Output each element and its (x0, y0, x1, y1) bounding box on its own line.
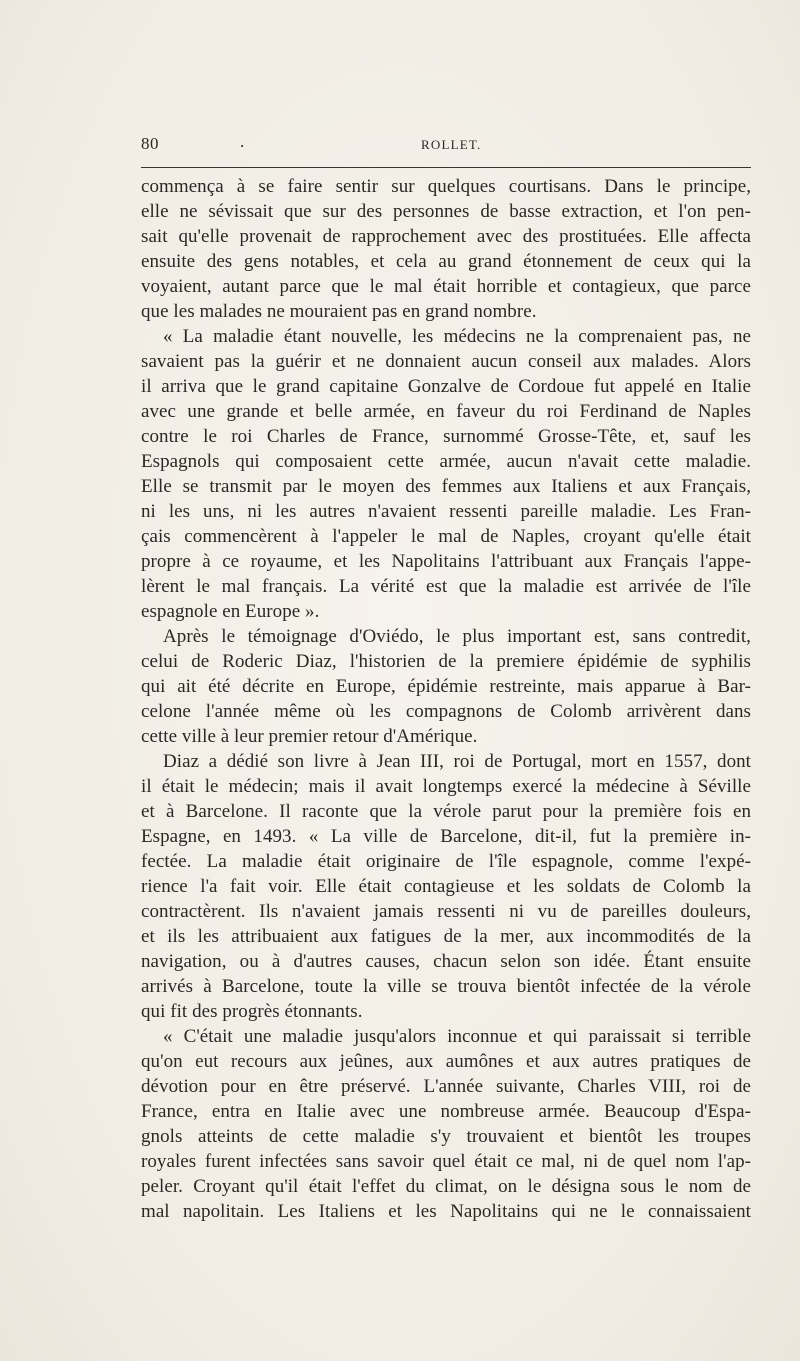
text-line: Diaz a dédié son livre à Jean III, roi de Portugal, mort en 1557, dont (163, 751, 751, 772)
text-line: et à Barcelone. Il raconte que la vérole parut pour la première fois en (141, 801, 751, 822)
text-line: « C'était une maladie jusqu'alors inconnue et qui paraissait si terrible (163, 1026, 751, 1047)
text-line: France, entra en Italie avec une nombreuse armée. Beaucoup d'Espa- (141, 1101, 751, 1122)
text-line: savaient pas la guérir et ne donnaient aucun conseil aux malades. Alors (141, 351, 751, 372)
text-line: elle ne sévissait que sur des personnes de basse extraction, et l'on pen- (141, 201, 751, 222)
text-line: qui ait été décrite en Europe, épidémie restreinte, mais apparue à Bar- (141, 676, 751, 697)
text-line: qui fit des progrès étonnants. (141, 1001, 363, 1022)
text-line: que les malades ne mouraient pas en grand nombre. (141, 301, 537, 322)
text-line: Espagnols qui composaient cette armée, aucun n'avait cette maladie. (141, 451, 751, 472)
text-line: propre à ce royaume, et les Napolitains l'attribuant aux Français l'appe- (141, 551, 751, 572)
text-line: mal napolitain. Les Italiens et les Napolitains qui ne le connaissaient (141, 1201, 751, 1222)
text-line: rience l'a fait voir. Elle était contagieuse et les soldats de Colomb la (141, 876, 751, 897)
text-line: lèrent le mal français. La vérité est que la maladie est arrivée de l'île (141, 576, 751, 597)
page-number: 80 (141, 134, 159, 153)
text-line: dévotion pour en être préservé. L'année suivante, Charles VIII, roi de (141, 1076, 751, 1097)
text-line: arrivés à Barcelone, toute la ville se trouva bientôt infectée de la vérole (141, 976, 751, 997)
text-line: il était le médecin; mais il avait longtemps exercé la médecine à Séville (141, 776, 751, 797)
text-line: Espagne, en 1493. « La ville de Barcelone, dit-il, fut la première in- (141, 826, 751, 847)
text-line: contractèrent. Ils n'avaient jamais ressenti ni vu de pareilles douleurs, (141, 901, 751, 922)
text-line: celui de Roderic Diaz, l'historien de la premiere épidémie de syphilis (141, 651, 751, 672)
text-line: et ils les attribuaient aux fatigues de la mer, aux incommodités de la (141, 926, 751, 947)
text-line: espagnole en Europe ». (141, 601, 320, 622)
text-line: Elle se transmit par le moyen des femmes aux Italiens et aux Français, (141, 476, 751, 497)
body-text (141, 174, 751, 1224)
text-line: fectée. La maladie était originaire de l'île espagnole, comme l'expé- (141, 851, 751, 872)
text-line: il arriva que le grand capitaine Gonzalve de Cordoue fut appelé en Italie (141, 376, 751, 397)
header-dot: . (240, 132, 245, 151)
text-line: avec une grande et belle armée, en faveur du roi Ferdinand de Naples (141, 401, 751, 422)
text-line: commença à se faire sentir sur quelques courtisans. Dans le principe, (141, 176, 751, 197)
text-line: cette ville à leur premier retour d'Amérique. (141, 726, 478, 747)
text-line: peler. Croyant qu'il était l'effet du climat, on le désigna sous le nom de (141, 1176, 751, 1197)
text-line: navigation, ou à d'autres causes, chacun selon son idée. Étant ensuite (141, 951, 751, 972)
text-line: « La maladie étant nouvelle, les médecins ne la comprenaient pas, ne (163, 326, 751, 347)
running-head (141, 130, 751, 162)
text-line: çais commencèrent à l'appeler le mal de Naples, croyant qu'elle était (141, 526, 751, 547)
text-line: qu'on eut recours aux jeûnes, aux aumônes et aux autres pratiques de (141, 1051, 751, 1072)
text-line: gnols atteints de cette maladie s'y trouvaient et bientôt les troupes (141, 1126, 751, 1147)
text-line: voyaient, autant parce que le mal était horrible et contagieux, que parce (141, 276, 751, 297)
text-line: ni les uns, ni les autres n'avaient ressenti pareille maladie. Les Fran- (141, 501, 751, 522)
text-line: ensuite des gens notables, et cela au grand étonnement de ceux qui la (141, 251, 751, 272)
running-head-author: ROLLET. (421, 137, 482, 152)
text-line: Après le témoignage d'Oviédo, le plus important est, sans contredit, (163, 626, 751, 647)
text-line: royales furent infectées sans savoir quel était ce mal, ni de quel nom l'ap- (141, 1151, 751, 1172)
text-line: contre le roi Charles de France, surnommé Grosse-Tête, et, sauf les (141, 426, 751, 447)
text-line: sait qu'elle provenait de rapprochement avec des prostituées. Elle affecta (141, 226, 751, 247)
text-line: celone l'année même où les compagnons de Colomb arrivèrent dans (141, 701, 751, 722)
header-rule (141, 167, 751, 168)
